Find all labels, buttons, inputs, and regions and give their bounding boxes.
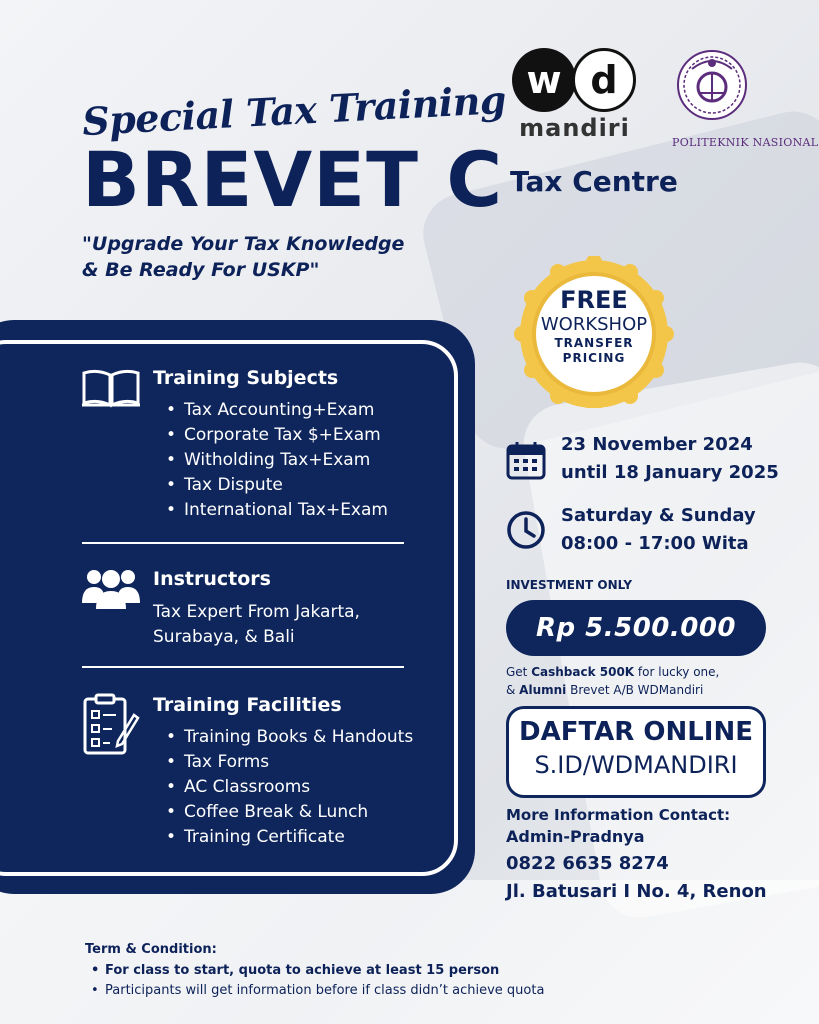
session-days: Saturday & Sunday	[561, 505, 756, 526]
wd-mandiri-logo	[512, 48, 637, 148]
cashback-note	[506, 663, 719, 699]
logo-mandiri-word: mandiri	[519, 114, 630, 142]
script-title: Special Tax Training	[81, 76, 507, 145]
instructors-line1: Tax Expert From Jakarta,	[153, 602, 360, 622]
badge-inner-circle	[532, 272, 656, 396]
list-item: • Tax Forms	[166, 750, 413, 775]
list-item: • International Tax+Exam	[166, 498, 388, 523]
cashback-post: for lucky one,	[634, 665, 720, 679]
terms-title: Term & Condition:	[85, 942, 217, 957]
contact-address: Jl. Batusari I No. 4, Renon	[506, 881, 767, 902]
divider	[82, 542, 404, 544]
list-item: • Tax Dispute	[166, 473, 388, 498]
subjects-list	[166, 398, 388, 523]
list-item: • Training Certificate	[166, 825, 413, 850]
date-range	[561, 431, 779, 487]
facilities-list	[166, 725, 413, 850]
instructors-title: Instructors	[153, 568, 271, 590]
list-item: • Witholding Tax+Exam	[166, 448, 388, 473]
date-end: until 18 January 2025	[561, 462, 779, 483]
clipboard-checklist-icon	[82, 693, 140, 757]
clock-icon	[506, 510, 546, 550]
alumni-bold: Alumni	[519, 683, 567, 697]
contact-label: More Information Contact:	[506, 806, 731, 824]
list-item: • Corporate Tax $+Exam	[166, 423, 388, 448]
free-workshop-badge	[506, 256, 674, 408]
badge-workshop: WORKSHOP	[540, 314, 648, 335]
contact-phone[interactable]: 0822 6635 8274	[506, 853, 669, 874]
list-item: • Participants will get information before if class didn’t achieve quota	[85, 981, 544, 1001]
subjects-title: Training Subjects	[153, 367, 339, 389]
cashback-bold: Cashback 500K	[531, 665, 635, 679]
session-hours: 08:00 - 17:00 Wita	[561, 533, 749, 554]
main-title: BREVET C	[82, 135, 504, 224]
cashback-line2	[506, 681, 719, 699]
list-item: • AC Classrooms	[166, 775, 413, 800]
register-title: DAFTAR ONLINE	[519, 717, 753, 747]
logo-d-circle: d	[572, 48, 636, 112]
tagline-line1: "Upgrade Your Tax Knowledge	[82, 233, 405, 255]
cashback-pre: Get	[506, 665, 532, 679]
book-icon	[82, 369, 140, 409]
politeknik-name: POLITEKNIK NASIONAL	[672, 136, 819, 149]
cashback-line1	[506, 663, 719, 681]
date-start: 23 November 2024	[561, 434, 753, 455]
instructors-line2: Surabaya, & Bali	[153, 627, 295, 647]
session-time	[561, 502, 756, 558]
terms-list	[85, 961, 544, 1001]
tagline-line2: & Be Ready For USKP"	[82, 259, 320, 281]
register-url-link[interactable]: S.ID/WDMANDIRI	[534, 751, 738, 779]
list-item: • Tax Accounting+Exam	[166, 398, 388, 423]
list-item: • For class to start, quota to achieve at least 15 person	[85, 961, 544, 981]
people-group-icon	[82, 567, 140, 609]
badge-line1: TRANSFER	[554, 336, 634, 350]
list-item: • Coffee Break & Lunch	[166, 800, 413, 825]
calendar-icon	[506, 440, 546, 480]
alumni-post: Brevet A/B WDMandiri	[566, 683, 704, 697]
badge-free: FREE	[560, 286, 628, 314]
tagline	[82, 231, 442, 283]
instructors-text	[153, 600, 413, 650]
investment-label: INVESTMENT ONLY	[506, 578, 633, 592]
contact-name: Admin-Pradnya	[506, 827, 645, 846]
register-online-box[interactable]	[506, 706, 766, 798]
logo-w-circle: w	[512, 48, 576, 112]
alumni-pre: &	[506, 683, 520, 697]
badge-line2: PRICING	[562, 351, 626, 365]
list-item: • Training Books & Handouts	[166, 725, 413, 750]
divider	[82, 666, 404, 668]
tax-centre-label: Tax Centre	[510, 165, 678, 198]
terms-conditions	[85, 941, 544, 1001]
facilities-title: Training Facilities	[153, 694, 342, 716]
price-badge: Rp 5.500.000	[506, 600, 766, 656]
contact-info	[506, 804, 767, 906]
